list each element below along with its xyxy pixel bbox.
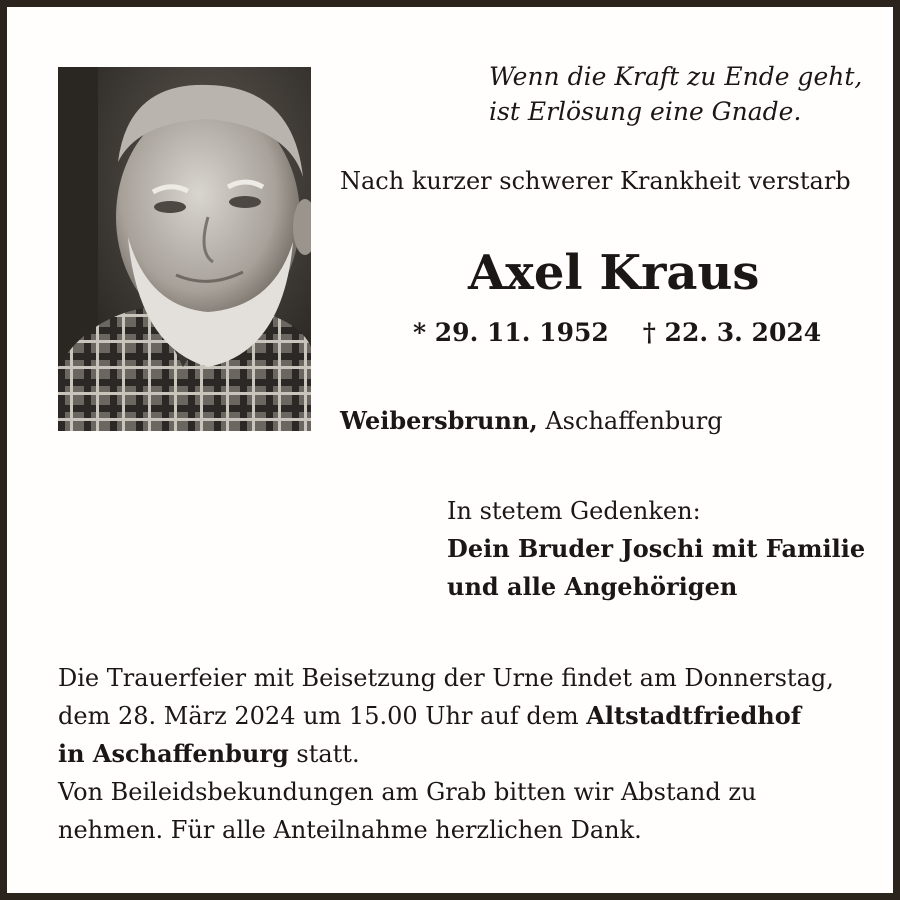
mourners-line-1: Dein Bruder Joschi mit Familie (447, 534, 866, 563)
place-town: Weibersbrunn, (340, 406, 538, 435)
portrait-photo (58, 67, 311, 431)
notice-line-2-text: dem 28. März 2024 um 15.00 Uhr auf dem (58, 702, 587, 730)
notice-line-4: Von Beileidsbekundungen am Grab bitten wir Abstand zu (58, 778, 757, 806)
notice-line-1: Die Trauerfeier mit Beisetzung der Urne findet am Donnerstag, (58, 664, 834, 692)
mourners-line-2: und alle Angehörigen (447, 572, 738, 601)
intro-text: Nach kurzer schwerer Krankheit verstarb (340, 167, 851, 195)
mourners-block (447, 492, 865, 606)
cemetery-location: in Aschaffenburg (58, 739, 289, 768)
cemetery-name: Altstadtfriedhof (586, 701, 802, 730)
notice-line-2 (58, 697, 834, 735)
notice-line-3 (58, 735, 834, 773)
deceased-name: Axel Kraus (468, 245, 760, 301)
quote (489, 59, 862, 129)
notice-line-3-text: statt. (288, 740, 360, 768)
notice-line-5: nehmen. Für alle Anteilnahme herzlichen Dank. (58, 816, 642, 844)
birth-date: * 29. 11. 1952 (413, 318, 609, 347)
death-date: † 22. 3. 2024 (642, 318, 822, 347)
place-city: Aschaffenburg (537, 407, 723, 435)
portrait-icon (58, 67, 311, 431)
quote-line-1: Wenn die Kraft zu Ende geht, (489, 62, 863, 91)
place-line (340, 406, 723, 435)
quote-line-2: ist Erlösung eine Gnade. (489, 97, 802, 126)
life-dates (413, 318, 821, 347)
mourners-intro: In stetem Gedenken: (447, 497, 701, 525)
funeral-notice (58, 659, 834, 849)
